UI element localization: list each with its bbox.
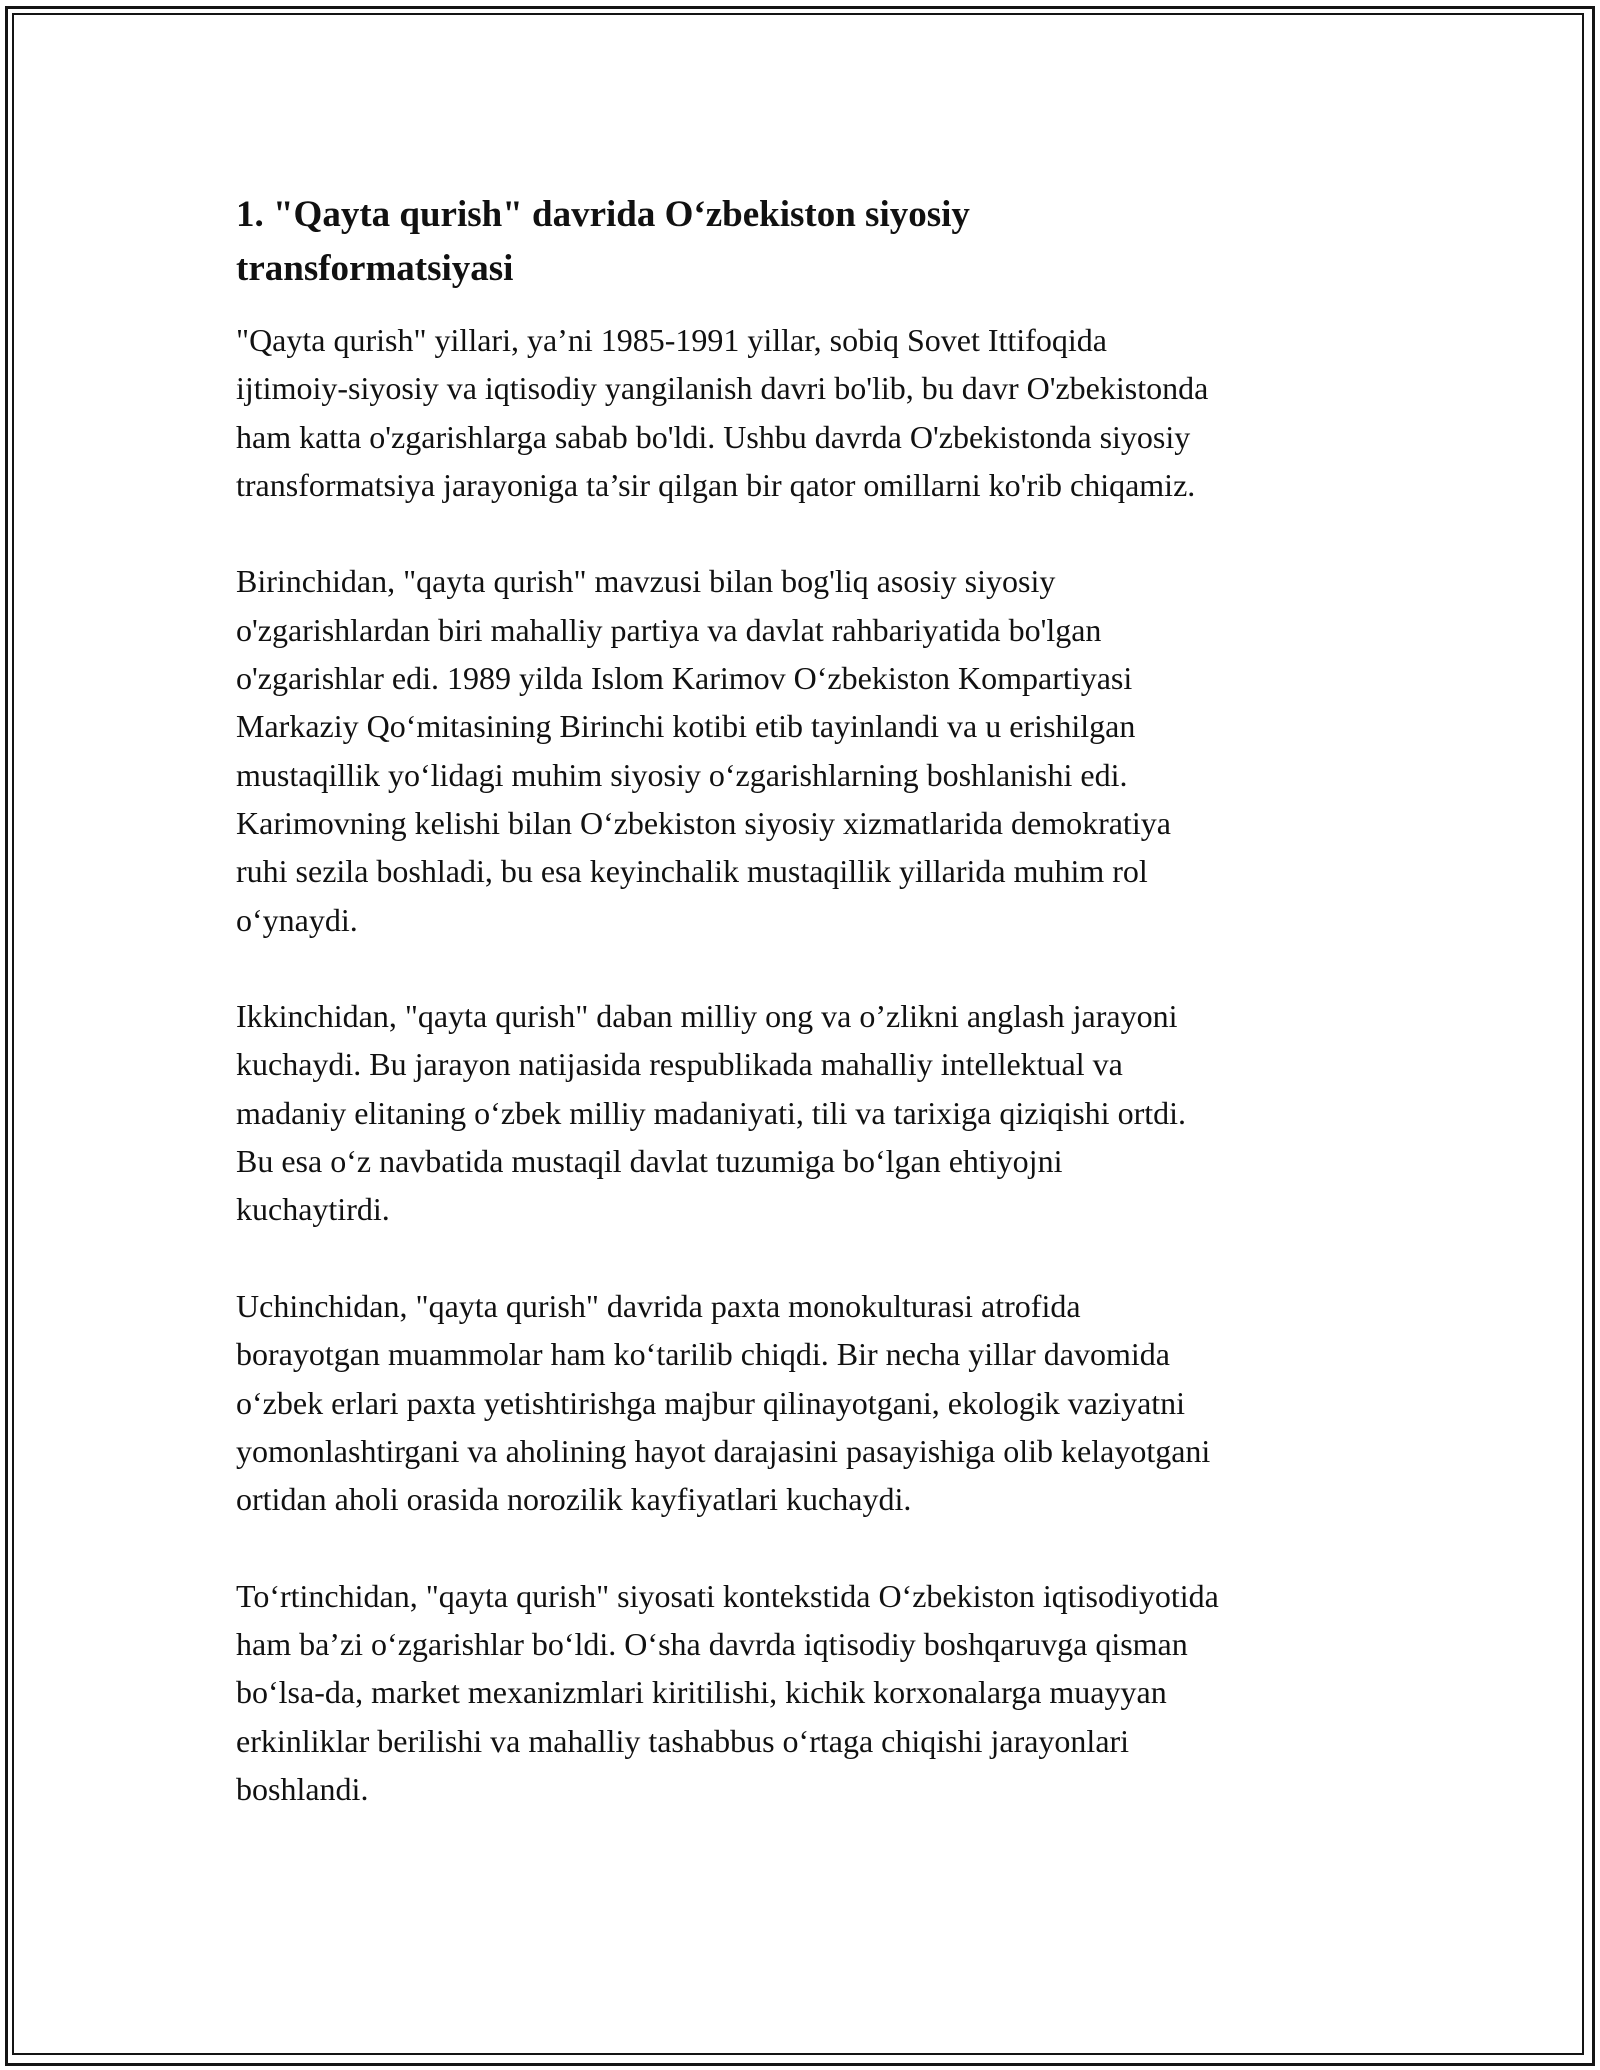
paragraph-intro	[236, 316, 1376, 509]
paragraph-second-point	[236, 992, 1376, 1233]
text-line: boshlandi.	[236, 1770, 369, 1807]
text-line: yomonlashtirgani va aholining hayot darajasini pasayishiga olib kelayotgani	[236, 1432, 1211, 1469]
paragraph-first-point	[236, 557, 1376, 943]
text-line: Bu esa o‘z navbatida mustaqil davlat tuzumiga bo‘lgan ehtiyojni	[236, 1143, 1063, 1180]
text-line: o'zgarishlardan biri mahalliy partiya va davlat rahbariyatida bo'lgan	[236, 611, 1102, 648]
text-line: borayotgan muammolar ham ko‘tarilib chiqdi. Bir necha yillar davomida	[236, 1336, 1170, 1373]
text-line: transformatsiya jarayoniga ta’sir qilgan bir qator omillarni ko'rib chiqamiz.	[236, 466, 1196, 503]
text-line: Karimovning kelishi bilan O‘zbekiston siyosiy xizmatlarida demokratiya	[236, 804, 1171, 841]
text-line: ijtimoiy-siyosiy va iqtisodiy yangilanish davri bo'lib, bu davr O'zbekistonda	[236, 370, 1209, 407]
text-line: To‘rtinchidan, "qayta qurish" siyosati kontekstida O‘zbekiston iqtisodiyotida	[236, 1577, 1219, 1614]
text-line: Birinchidan, "qayta qurish" mavzusi bilan bog'liq asosiy siyosiy	[236, 563, 1056, 600]
text-line: o'zgarishlar edi. 1989 yilda Islom Karimov O‘zbekiston Kompartiyasi	[236, 660, 1133, 697]
section-heading	[236, 188, 1136, 296]
paragraph-fourth-point	[236, 1572, 1376, 1813]
text-line: "Qayta qurish" yillari, ya’ni 1985-1991 yillar, sobiq Sovet Ittifoqida	[236, 322, 1107, 358]
document-body	[236, 188, 1376, 1862]
heading-line: 1. "Qayta qurish" davrida O‘zbekiston siyosiy	[236, 194, 970, 235]
paragraph-third-point	[236, 1282, 1376, 1523]
text-line: bo‘lsa-da, market mexanizmlari kiritilishi, kichik korxonalarga muayyan	[236, 1674, 1167, 1711]
text-line: o‘zbek erlari paxta yetishtirishga majbur qilinayotgani, ekologik vaziyatni	[236, 1384, 1186, 1421]
text-line: madaniy elitaning o‘zbek milliy madaniyati, tili va tarixiga qiziqishi ortdi.	[236, 1094, 1186, 1131]
text-line: ruhi sezila boshladi, bu esa keyinchalik mustaqillik yillarida muhim rol	[236, 853, 1148, 890]
text-line: erkinliklar berilishi va mahalliy tashabbus o‘rtaga chiqishi jarayonlari	[236, 1722, 1130, 1759]
text-line: o‘ynaydi.	[236, 901, 358, 938]
text-line: Markaziy Qo‘mitasining Birinchi kotibi etib tayinlandi va u erishilgan	[236, 708, 1136, 745]
text-line: Ikkinchidan, "qayta qurish" daban milliy ong va o’zlikni anglash jarayoni	[236, 998, 1178, 1035]
text-line: kuchaytirdi.	[236, 1191, 390, 1228]
text-line: ham ba’zi o‘zgarishlar bo‘ldi. O‘sha davrda iqtisodiy boshqaruvga qisman	[236, 1626, 1188, 1663]
heading-line: transformatsiyasi	[236, 248, 514, 289]
text-line: mustaqillik yo‘lidagi muhim siyosiy o‘zgarishlarning boshlanishi edi.	[236, 756, 1128, 793]
text-line: Uchinchidan, "qayta qurish" davrida paxta monokulturasi atrofida	[236, 1287, 1081, 1324]
text-line: ham katta o'zgarishlarga sabab bo'ldi. Ushbu davrda O'zbekistonda siyosiy	[236, 418, 1191, 455]
text-line: ortidan aholi orasida norozilik kayfiyatlari kuchaydi.	[236, 1481, 912, 1518]
text-line: kuchaydi. Bu jarayon natijasida respublikada mahalliy intellektual va	[236, 1046, 1123, 1083]
